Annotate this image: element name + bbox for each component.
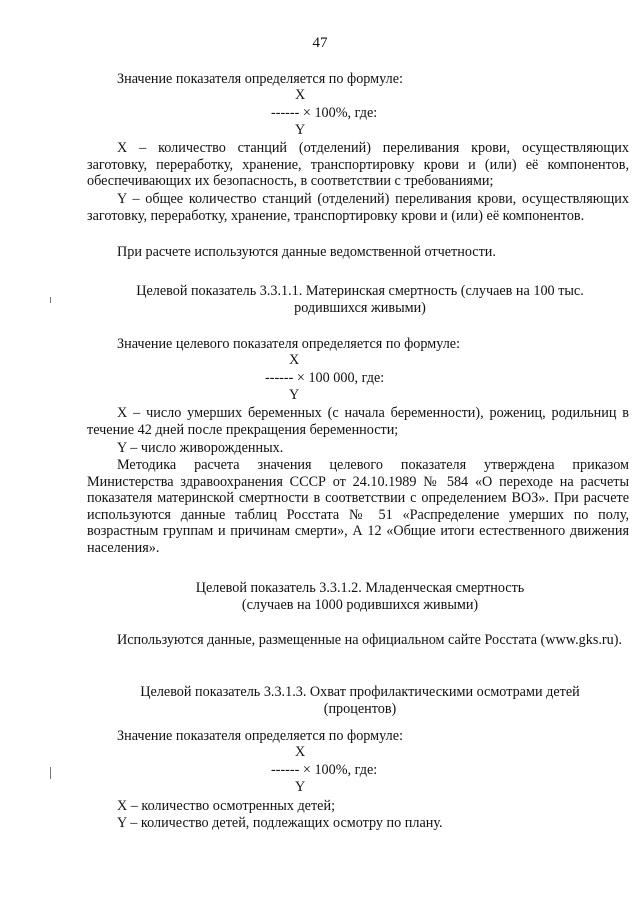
formula-numerator: X bbox=[295, 87, 306, 103]
formula-intro: Значение показателя определяется по формуле: bbox=[117, 728, 403, 744]
formula-operator: ------ × 100%, где: bbox=[271, 762, 378, 778]
x-definition: X – количество осмотренных детей; bbox=[117, 798, 336, 814]
scan-margin-mark bbox=[50, 297, 51, 303]
y-definition: Y – общее количество станций (отделений) переливания крови, осуществляющих заготовку, переработку, хранение, транспортировку крови и (или) её компонентов. bbox=[87, 191, 629, 224]
y-definition: Y – количество детей, подлежащих осмотру по плану. bbox=[117, 815, 443, 831]
page-number: 47 bbox=[312, 35, 328, 51]
formula-denominator: Y bbox=[289, 387, 300, 403]
section-heading: Целевой показатель 3.3.1.3. Охват профилактическими осмотрами детей (процентов) bbox=[140, 684, 580, 717]
x-definition: X – количество станций (отделений) переливания крови, осуществляющих заготовку, переработку, хранение, транспортировку крови и (или) её компонентов, обеспечивающих их безопасность, в соответствии с требованиями; bbox=[87, 140, 629, 189]
formula-numerator: X bbox=[295, 744, 306, 760]
data-source-note: Используются данные, размещенные на официальном сайте Росстата (www.gks.ru). bbox=[117, 632, 622, 648]
section-heading: Целевой показатель 3.3.1.1. Материнская смертность (случаев на 100 тыс. родившихся живыми) bbox=[136, 283, 584, 316]
data-source-note: При расчете используются данные ведомственной отчетности. bbox=[117, 244, 496, 260]
formula-intro: Значение целевого показателя определяется по формуле: bbox=[117, 336, 461, 352]
x-definition: X – число умерших беременных (с начала беременности), рожениц, родильниц в течение 42 дней после прекращения беременности; bbox=[87, 405, 629, 438]
scan-margin-mark bbox=[50, 767, 51, 779]
formula-denominator: Y bbox=[295, 779, 306, 795]
section-heading: Целевой показатель 3.3.1.2. Младенческая смертность (случаев на 1000 родившихся живыми) bbox=[195, 580, 525, 613]
formula-intro: Значение показателя определяется по формуле: bbox=[117, 71, 403, 87]
formula-numerator: X bbox=[289, 352, 300, 368]
y-definition: Y – число живорожденных. bbox=[117, 440, 284, 456]
formula-denominator: Y bbox=[295, 122, 306, 138]
formula-operator: ------ × 100%, где: bbox=[271, 105, 378, 121]
methodology-paragraph: Методика расчета значения целевого показателя утверждена приказом Министерства здравоохранения СССР от 24.10.1989 № 584 «О переходе на расчеты показателя материнской смертности в соответствии с определением ВОЗ». При расчете используются данные таблиц Росстата № 51 «Распределение умерших по полу, возрастным группам и причинам смерти», А 12 «Общие итоги естественного движения населения». bbox=[87, 457, 629, 556]
formula-operator: ------ × 100 000, где: bbox=[265, 370, 385, 386]
